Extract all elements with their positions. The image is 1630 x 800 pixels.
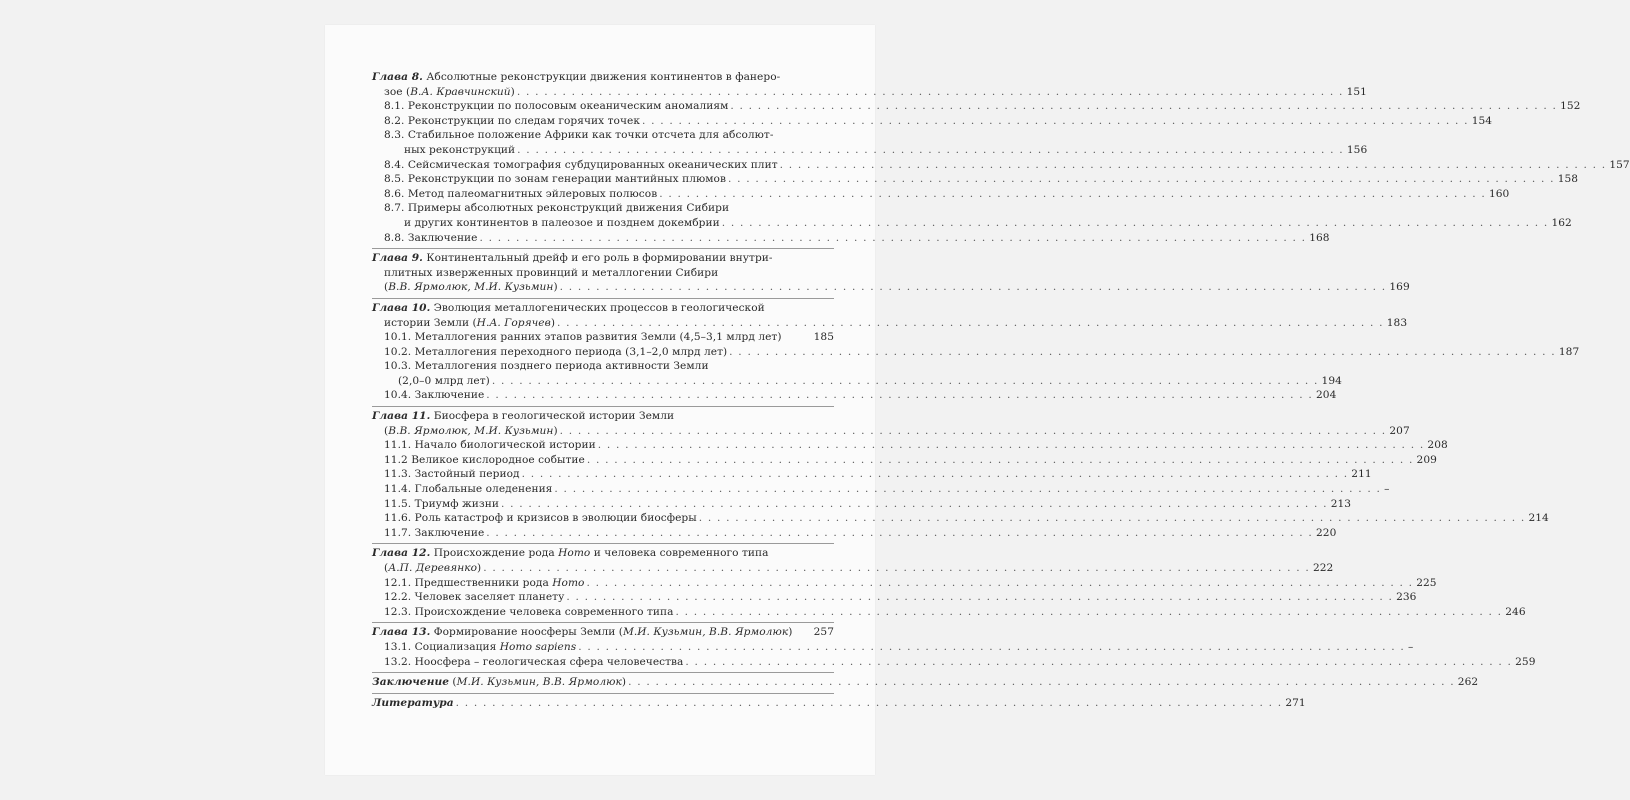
title-text: 13.1. Социализация — [384, 640, 500, 653]
dot-leader: . . . . . . . . . . . . . . . . . . . . . . . . . . . . . . . . . . . . . . . . . . . . . . . . . . . . . . . . . . . . . . . . . . . . . . . . . . . . . . . . . . . . . . . . . . . — [500, 497, 1328, 510]
title-text: ных реконструкций — [404, 143, 516, 156]
title-text: ) — [510, 85, 515, 98]
page-number: 225 — [1416, 576, 1437, 589]
title-text: 10.1. Металлогения ранних этапов развития Земли (4,5–3,1 млрд лет) — [384, 331, 782, 344]
dot-leader: . . . . . . . . . . . . . . . . . . . . . . . . . . . . . . . . . . . . . . . . . . . . . . . . . . . . . . . . . . . . . . . . . . . . . . . . . . . . . . . . . . . . . . . . . . . — [479, 231, 1307, 244]
page-number: 220 — [1316, 526, 1337, 539]
toc-entry-title — [384, 497, 499, 512]
dot-leader: . . . . . . . . . . . . . . . . . . . . . . . . . . . . . . . . . . . . . . . . . . . . . . . . . . . . . . . . . . . . . . . . . . . . . . . . . . . . . . . . . . . . . . . . . . . — [486, 389, 1313, 402]
dot-leader: . . . . . . . . . . . . . . . . . . . . . . . . . . . . . . . . . . . . . . . . . . . . . . . . . . . . . . . . . . . . . . . . . . . . . . . . . . . . . . . . . . . . . . . . . . . — [642, 114, 1469, 127]
title-text: Биосфера в геологической истории Земли — [430, 410, 675, 423]
title-text: Эволюция металлогенических процессов в геологической — [430, 301, 765, 314]
title-text: 8.1. Реконструкции по полосовым океаническим аномалиям — [384, 100, 729, 113]
toc-entry — [372, 388, 1337, 403]
dot-leader: . . . . . . . . . . . . . . . . . . . . . . . . . . . . . . . . . . . . . . . . . . . . . . . . . . . . . . . . . . . . . . . . . . . . . . . . . . . . . . . . . . . . . . . . . . . — [486, 526, 1313, 539]
page-number: 162 — [1551, 216, 1572, 229]
toc-entry-title — [404, 216, 720, 231]
title-text: плитных изверженных провинций и металлогении Сибири — [384, 266, 719, 279]
dot-leader: . . . . . . . . . . . . . . . . . . . . . . . . . . . . . . . . . . . . . . . . . . . . . . . . . . . . . . . . . . . . . . . . . . . . . . . . . . . . . . . . . . . . . . . . . . . — [517, 143, 1344, 156]
title-text: 12.3. Происхождение человека современного типа — [384, 605, 674, 618]
toc-entry — [372, 655, 1536, 670]
dot-leader: . . . . . . . . . . . . . . . . . . . . . . . . . . . . . . . . . . . . . . . . . . . . . . . . . . . . . . . . . . . . . . . . . . . . . . . . . . . . . . . . . . . . . . . . . . . — [628, 676, 1455, 689]
toc-entry-title — [384, 424, 558, 439]
page-number: 257 — [813, 626, 834, 639]
toc-entry — [372, 640, 1414, 655]
toc-entry-continued — [372, 409, 834, 424]
toc-entry-continued — [372, 70, 834, 85]
toc-entry — [372, 85, 1367, 100]
chapter-label: Глава 13. — [372, 626, 431, 639]
title-text: 11.2 Великое кислородное событие — [384, 453, 585, 466]
toc-entry-title — [384, 453, 585, 468]
toc-entry-title — [404, 143, 515, 158]
toc-entry-continued — [372, 301, 834, 316]
page-number: – — [1384, 483, 1390, 496]
toc-entry-title — [384, 640, 576, 655]
title-text: и других континентов в палеозое и позднем докембрии — [404, 216, 720, 229]
title-text: ( — [449, 676, 457, 689]
toc-entry — [372, 316, 1408, 331]
author-or-term: М.И. Кузьмин, В.В. Ярмолюк — [456, 676, 622, 689]
author-or-term: В.В. Ярмолюк, М.И. Кузьмин — [388, 424, 554, 437]
title-text: зое ( — [384, 85, 411, 98]
toc-entry-title — [384, 511, 697, 526]
toc-entry — [372, 114, 1493, 129]
page-number: 152 — [1560, 100, 1581, 113]
toc-entry — [372, 482, 1390, 497]
page-number: 236 — [1396, 591, 1417, 604]
title-text: 10.3. Металлогения позднего периода активности Земли — [384, 360, 709, 373]
chapter-label: Глава 12. — [372, 547, 431, 560]
toc-entry-title — [384, 467, 520, 482]
title-text: 11.6. Роль катастроф и кризисов в эволюции биосферы — [384, 512, 697, 525]
toc-entry-title — [384, 438, 596, 453]
toc-entry — [372, 453, 1437, 468]
dot-leader: . . . . . . . . . . . . . . . . . . . . . . . . . . . . . . . . . . . . . . . . . . . . . . . . . . . . . . . . . . . . . . . . . . . . . . . . . . . . . . . . . . . . . . . . . . . — [729, 345, 1556, 358]
title-text: 11.1. Начало биологической истории — [384, 439, 596, 452]
toc-entry-title — [384, 526, 484, 541]
toc-entry-continued — [372, 359, 834, 374]
toc-entry — [372, 605, 1526, 620]
toc-entry — [372, 424, 1410, 439]
toc-chapter — [372, 70, 1630, 245]
toc-entry-title — [372, 71, 780, 83]
dot-leader: . . . . . . . . . . . . . . . . . . . . . . . . . . . . . . . . . . . . . . . . . . . . . . . . . . . . . . . . . . . . . . . . . . . . . . . . . . . . . . . . . . . . . . . . . . . — [491, 374, 1319, 387]
dot-leader: . . . . . . . . . . . . . . . . . . . . . . . . . . . . . . . . . . . . . . . . . . . . . . . . . . . . . . . . . . . . . . . . . . . . . . . . . . . . . . . . . . . . . . . . . . . — [698, 512, 1526, 525]
title-text: Континентальный дрейф и его роль в формировании внутри- — [422, 252, 773, 265]
author-or-term: А.П. Деревянко — [388, 562, 478, 574]
toc-entry-title — [384, 345, 727, 360]
title-text: (2,0–0 млрд лет) — [398, 374, 490, 387]
toc-entry-title — [398, 374, 490, 389]
title-text: ) — [621, 676, 627, 689]
toc-entry-title — [384, 655, 683, 670]
title-text: ) — [477, 562, 482, 574]
author-or-term: Homo — [552, 576, 585, 589]
dot-leader: . . . . . . . . . . . . . . . . . . . . . . . . . . . . . . . . . . . . . . . . . . . . . . . . . . . . . . . . . . . . . . . . . . . . . . . . . . . . . . . . . . . . . . . . . . . — [586, 576, 1414, 589]
table-of-contents — [372, 70, 1630, 710]
toc-entry-title — [384, 360, 709, 372]
title-text: 8.5. Реконструкции по зонам генерации мантийных плюмов — [384, 173, 726, 186]
title-text: 11.5. Триумф жизни — [384, 497, 499, 510]
page-number: 262 — [1457, 676, 1479, 689]
dot-leader: . . . . . . . . . . . . . . . . . . . . . . . . . . . . . . . . . . . . . . . . . . . . . . . . . . . . . . . . . . . . . . . . . . . . . . . . . . . . . . . . . . . . . . . . . . . — [557, 316, 1384, 329]
toc-entry — [372, 675, 1479, 690]
toc-entry — [372, 345, 1580, 360]
title-text: 8.2. Реконструкции по следам горячих точек — [384, 114, 640, 127]
dot-leader: . . . . . . . . . . . . . . . . . . . . . . . . . . . . . . . . . . . . . . . . . . . . . . . . . . . . . . . . . . . . . . . . . . . . . . . . . . . . . . . . . . . . . . . . . . . — [559, 281, 1387, 294]
chapter-label: Литература — [372, 696, 454, 709]
title-text: 12.1. Предшественники рода — [384, 576, 553, 589]
page-number: 209 — [1416, 453, 1437, 466]
title-text: истории Земли ( — [384, 316, 477, 329]
title-text: 12.2. Человек заселяет планету — [384, 591, 565, 604]
toc-entry — [372, 497, 1352, 512]
toc-chapter — [372, 248, 1410, 295]
toc-entry-title — [372, 547, 768, 559]
page-number: 183 — [1386, 316, 1408, 329]
toc-entry — [372, 216, 1572, 231]
toc-entry-continued — [372, 128, 834, 143]
title-text: и человека современного типа — [590, 547, 769, 560]
dot-leader: . . . . . . . . . . . . . . . . . . . . . . . . . . . . . . . . . . . . . . . . . . . . . . . . . . . . . . . . . . . . . . . . . . . . . . . . . . . . . . . . . . . . . . . . . . . — [455, 696, 1283, 709]
page-number: 157 — [1609, 158, 1630, 171]
toc-entry-title — [372, 625, 792, 640]
toc-entry — [372, 158, 1630, 173]
toc-entry-title — [384, 99, 728, 114]
page-number: 207 — [1389, 424, 1410, 437]
author-or-term: М.И. Кузьмин, В.В. Ярмолюк — [622, 626, 789, 639]
author-or-term: В.В. Ярмолюк, М.И. Кузьмин — [388, 281, 554, 294]
page-number: 208 — [1427, 439, 1448, 452]
chapter-label: Заключение — [372, 676, 450, 689]
toc-chapter — [372, 622, 1536, 669]
toc-chapter — [372, 298, 1580, 403]
dot-leader: . . . . . . . . . . . . . . . . . . . . . . . . . . . . . . . . . . . . . . . . . . . . . . . . . . . . . . . . . . . . . . . . . . . . . . . . . . . . . . . . . . . . . . . . . . . — [675, 605, 1503, 618]
title-text: 11.3. Застойный период — [384, 468, 520, 481]
toc-entry-continued — [372, 266, 834, 281]
chapter-label: Глава 8. — [372, 71, 423, 83]
title-text: 11.7. Заключение — [384, 526, 485, 539]
dot-leader: . . . . . . . . . . . . . . . . . . . . . . . . . . . . . . . . . . . . . . . . . . . . . . . . . . . . . . . . . . . . . . . . . . . . . . . . . . . . . . . . . . . . . . . . . . . — [566, 591, 1394, 604]
toc-entry-title — [384, 172, 726, 187]
chapter-label: Глава 11. — [372, 410, 431, 423]
toc-entry — [372, 187, 1510, 202]
dot-leader: . . . . . . . . . . . . . . . . . . . . . . . . . . . . . . . . . . . . . . . . . . . . . . . . . . . . . . . . . . . . . . . . . . . . . . . . . . . . . . . . . . . . . . . . . . . — [779, 158, 1607, 171]
toc-chapter — [372, 406, 1549, 540]
dot-leader: . . . . . . . . . . . . . . . . . . . . . . . . . . . . . . . . . . . . . . . . . . . . . . . . . . . . . . . . . . . . . . . . . . . . . . . . . . . . . . . . . . . . . . . . . . . — [586, 453, 1414, 466]
dot-leader: . . . . . . . . . . . . . . . . . . . . . . . . . . . . . . . . . . . . . . . . . . . . . . . . . . . . . . . . . . . . . . . . . . . . . . . . . . . . . . . . . . . . . . . . . . . — [730, 100, 1558, 113]
toc-entry-continued — [372, 201, 834, 216]
title-text: 13.2. Ноосфера – геологическая сфера человечества — [384, 655, 684, 668]
toc-entry-title — [384, 202, 729, 214]
page-number: 168 — [1309, 231, 1330, 244]
toc-entry — [372, 467, 1372, 482]
title-text: ) — [550, 316, 556, 329]
dot-leader: . . . . . . . . . . . . . . . . . . . . . . . . . . . . . . . . . . . . . . . . . . . . . . . . . . . . . . . . . . . . . . . . . . . . . . . . . . . . . . . . . . . . . . . . . . . — [516, 85, 1344, 98]
dot-leader: . . . . . . . . . . . . . . . . . . . . . . . . . . . . . . . . . . . . . . . . . . . . . . . . . . . . . . . . . . . . . . . . . . . . . . . . . . . . . . . . . . . . . . . . . . . — [721, 216, 1549, 229]
toc-entry-title — [384, 187, 657, 202]
page-number: 156 — [1346, 143, 1368, 156]
toc-entry-title — [384, 267, 718, 279]
page-number: 160 — [1488, 187, 1510, 200]
toc-entry — [372, 576, 1437, 591]
page-number: 151 — [1346, 85, 1367, 98]
toc-entry-title — [372, 675, 626, 690]
title-text: Формирование ноосферы Земли ( — [430, 626, 623, 639]
title-text: 8.3. Стабильное положение Африки как точки отсчета для абсолют- — [384, 129, 774, 142]
page-number: 271 — [1285, 696, 1306, 709]
toc-entry-title — [372, 410, 674, 422]
dot-leader: . . . . . . . . . . . . . . . . . . . . . . . . . . . . . . . . . . . . . . . . . . . . . . . . . . . . . . . . . . . . . . . . . . . . . . . . . . . . . . . . . . . . . . . . . . . — [483, 562, 1310, 574]
toc-entry-title — [384, 605, 674, 620]
toc-entry-title — [384, 231, 478, 246]
author-or-term: В.А. Кравчинский — [410, 85, 511, 98]
toc-entry-continued — [372, 251, 834, 266]
toc-entry-title — [384, 482, 552, 497]
dot-leader: . . . . . . . . . . . . . . . . . . . . . . . . . . . . . . . . . . . . . . . . . . . . . . . . . . . . . . . . . . . . . . . . . . . . . . . . . . . . . . . . . . . . . . . . . . . — [559, 424, 1387, 437]
book-page — [325, 25, 1630, 775]
chapter-label: Глава 9. — [372, 252, 423, 265]
dot-leader: . . . . . . . . . . . . . . . . . . . . . . . . . . . . . . . . . . . . . . . . . . . . . . . . . . . . . . . . . . . . . . . . . . . . . . . . . . . . . . . . . . . . . . . . . . . — [521, 468, 1349, 481]
toc-entry — [372, 172, 1579, 187]
dot-leader: . . . . . . . . . . . . . . . . . . . . . . . . . . . . . . . . . . . . . . . . . . . . . . . . . . . . . . . . . . . . . . . . . . . . . . . . . . . . . . . . . . . . . . . . . . . — [659, 187, 1486, 200]
toc-entry-title — [384, 576, 584, 591]
page-number: 158 — [1557, 173, 1579, 186]
page-number: 211 — [1351, 468, 1372, 481]
toc-entry-title — [372, 252, 773, 264]
faint-imprint-area — [420, 693, 780, 743]
toc-entry-title — [384, 158, 778, 173]
page-number: 246 — [1505, 605, 1526, 618]
title-text: 8.7. Примеры абсолютных реконструкций движения Сибири — [384, 202, 730, 215]
author-or-term: Homo — [558, 547, 591, 560]
title-text: Происхождение рода — [430, 547, 559, 560]
page-number: 204 — [1316, 389, 1337, 402]
page-number: 214 — [1528, 512, 1549, 525]
title-text: 10.4. Заключение — [384, 389, 485, 402]
dot-leader: . . . . . . . . . . . . . . . . . . . . . . . . . . . . . . . . . . . . . . . . . . . . . . . . . . . . . . . . . . . . . . . . . . . . . . . . . . . . . . . . . . . . . . . . . . . — [578, 640, 1405, 653]
author-or-term: Н.А. Горячев — [476, 316, 551, 329]
toc-entry-title — [384, 85, 515, 100]
title-text: ) — [553, 424, 558, 437]
toc-entry — [372, 330, 834, 345]
title-text: 11.4. Глобальные оледенения — [384, 483, 553, 496]
title-text: ) — [788, 626, 793, 639]
toc-entry-title — [384, 280, 558, 295]
toc-entry — [372, 590, 1417, 605]
page-number: 222 — [1312, 562, 1334, 574]
chapter-label: Глава 10. — [372, 301, 431, 314]
toc-entry — [372, 143, 1368, 158]
toc-entry-title — [384, 590, 564, 605]
title-text: ( — [384, 281, 389, 294]
toc-entry-title — [372, 302, 765, 314]
dot-leader: . . . . . . . . . . . . . . . . . . . . . . . . . . . . . . . . . . . . . . . . . . . . . . . . . . . . . . . . . . . . . . . . . . . . . . . . . . . . . . . . . . . . . . . . . . . — [597, 439, 1425, 452]
title-text: 10.2. Металлогения переходного периода (3,1–2,0 млрд лет) — [384, 345, 728, 358]
toc-entry-continued — [372, 546, 834, 561]
toc-chapter — [372, 672, 1479, 690]
toc-entry-title — [384, 330, 782, 345]
dot-leader: . . . . . . . . . . . . . . . . . . . . . . . . . . . . . . . . . . . . . . . . . . . . . . . . . . . . . . . . . . . . . . . . . . . . . . . . . . . . . . . . . . . . . . . . . . . — [728, 173, 1555, 186]
toc-entry-title — [384, 114, 640, 129]
title-text: ) — [553, 281, 558, 294]
toc-entry — [372, 526, 1337, 541]
toc-chapter — [372, 543, 1526, 619]
title-text: ( — [384, 424, 389, 437]
page-number: 187 — [1558, 345, 1580, 358]
page-number: 169 — [1389, 281, 1410, 294]
dot-leader: . . . . . . . . . . . . . . . . . . . . . . . . . . . . . . . . . . . . . . . . . . . . . . . . . . . . . . . . . . . . . . . . . . . . . . . . . . . . . . . . . . . . . . . . . . . — [554, 483, 1382, 496]
toc-entry — [372, 280, 1410, 295]
toc-entry-title — [384, 388, 484, 403]
toc-entry — [372, 625, 834, 640]
toc-entry — [372, 511, 1549, 526]
page-number: 154 — [1471, 114, 1493, 127]
page-number: 213 — [1330, 497, 1352, 510]
toc-entry — [372, 99, 1581, 114]
toc-entry-title — [384, 561, 481, 576]
author-or-term: Homo sapiens — [499, 640, 577, 653]
title-text: 8.4. Сейсмическая томография субдуцированных океанических плит — [384, 158, 778, 171]
title-text: Абсолютные реконструкции движения континентов в фанеро- — [422, 71, 781, 83]
toc-entry — [372, 561, 1334, 576]
page-number: 185 — [813, 331, 834, 344]
toc-entry-title — [384, 129, 773, 141]
toc-entry-title — [384, 316, 555, 331]
page-number: 194 — [1321, 374, 1342, 387]
toc-entry — [372, 438, 1448, 453]
page-number: 259 — [1515, 655, 1536, 668]
dot-leader: . . . . . . . . . . . . . . . . . . . . . . . . . . . . . . . . . . . . . . . . . . . . . . . . . . . . . . . . . . . . . . . . . . . . . . . . . . . . . . . . . . . . . . . . . . . — [685, 655, 1513, 668]
title-text: 8.8. Заключение — [384, 231, 478, 244]
title-text: 8.6. Метод палеомагнитных эйлеровых полюсов — [384, 187, 658, 200]
toc-entry — [372, 231, 1330, 246]
toc-entry — [372, 374, 1342, 389]
page-number: – — [1407, 640, 1414, 653]
title-text: ( — [384, 562, 389, 574]
